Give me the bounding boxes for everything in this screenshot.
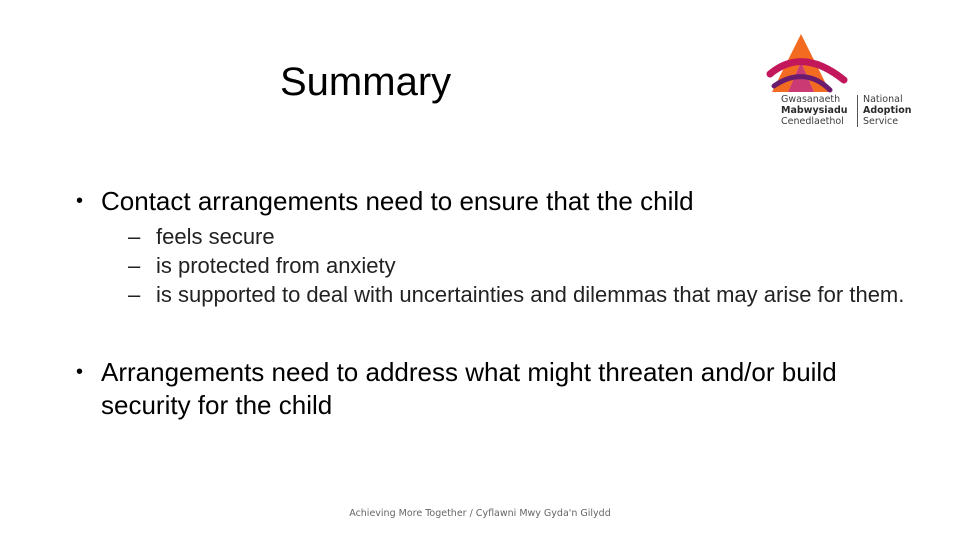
sub-bullet-text-2: is protected from anxiety (156, 253, 396, 278)
sub-bullet-list (101, 222, 905, 309)
logo-english-line3: Service (863, 116, 899, 127)
logo-welsh-text (781, 94, 848, 127)
sub-bullet-text-1: feels secure (156, 224, 275, 249)
logo-english-line1: National (863, 94, 903, 105)
bullet-text-1: Contact arrangements need to ensure that the child (101, 186, 694, 216)
logo-divider (857, 95, 858, 127)
national-adoption-service-logo (764, 32, 924, 132)
slide-footer: Achieving More Together / Cyflawni Mwy Gyda'n Gilydd (349, 508, 611, 519)
logo-english-line2: Adoption (863, 105, 912, 116)
sub-bullet-marker: – (128, 253, 141, 278)
sub-bullet-marker: – (128, 224, 141, 249)
sub-bullet-item-3 (101, 280, 926, 309)
sub-bullet-item-1 (101, 222, 926, 251)
bullet-marker: • (76, 361, 84, 383)
sub-bullet-item-2 (101, 251, 926, 280)
logo-english-text (863, 94, 912, 127)
logo-welsh-line3: Cenedlaethol (781, 116, 844, 127)
slide-body (76, 185, 905, 422)
bullet-text-2: Arrangements need to address what might threaten and/or build security for the child (101, 357, 837, 420)
sub-bullet-text-3: is supported to deal with uncertainties and dilemmas that may arise for them. (156, 282, 905, 307)
logo-welsh-line1: Gwasanaeth (781, 94, 841, 105)
bullet-item-1 (76, 185, 905, 309)
slide-title: Summary (280, 60, 452, 104)
adoption-logo-mark-icon (764, 32, 924, 94)
bullet-marker: • (76, 190, 84, 212)
bullet-item-2 (76, 356, 896, 422)
sub-bullet-marker: – (128, 282, 141, 307)
logo-welsh-line2: Mabwysiadu (781, 105, 848, 116)
